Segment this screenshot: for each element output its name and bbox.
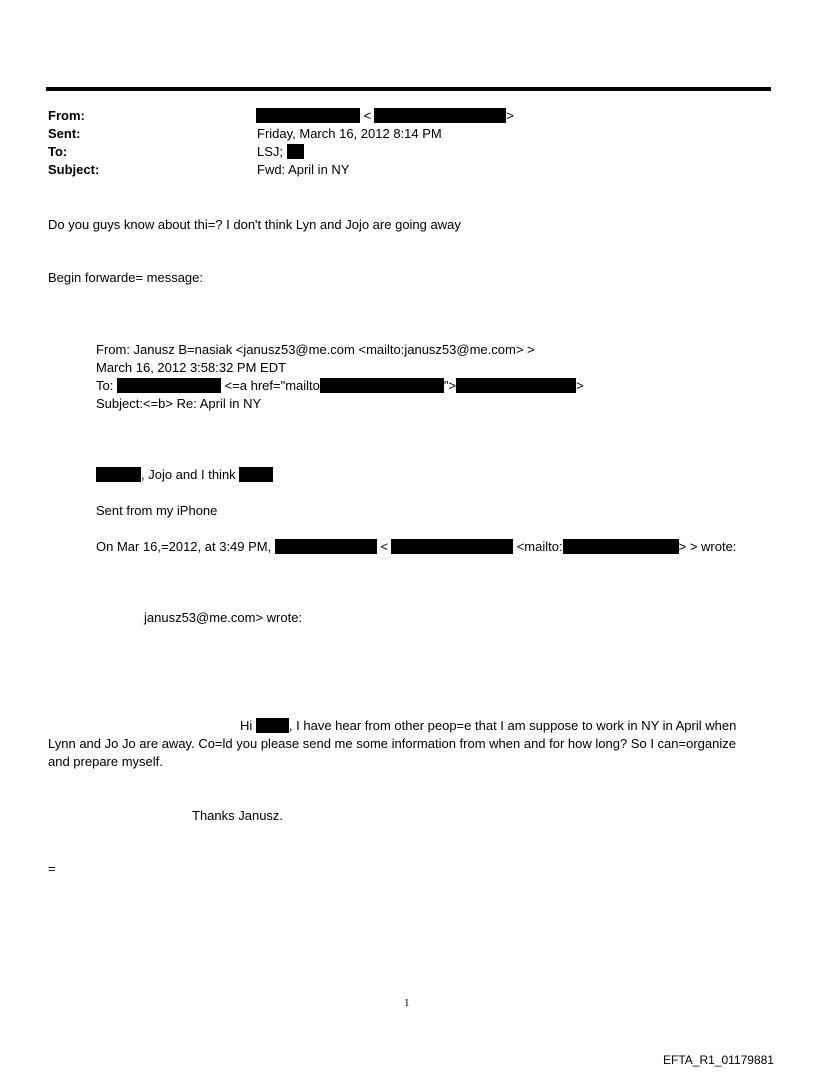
subject-label: Subject:	[48, 162, 100, 177]
sent-label: Sent:	[48, 126, 81, 141]
trailing-equals: =	[48, 861, 56, 876]
redaction	[275, 539, 377, 554]
sent-from-iphone: Sent from my iPhone	[96, 503, 218, 518]
redaction	[320, 378, 444, 393]
redaction	[456, 378, 576, 393]
from-label: From:	[48, 108, 85, 123]
reply-line: , Jojo and I think	[96, 466, 273, 484]
thanks-line: Thanks Janusz.	[192, 808, 284, 823]
redaction	[117, 378, 221, 393]
header-rule	[46, 87, 771, 91]
on-date-line: On Mar 16,=2012, at 3:49 PM, < <mailto: > > wrote:	[96, 539, 737, 554]
redaction	[239, 467, 273, 482]
redaction	[256, 108, 360, 123]
page-number: 1	[404, 997, 410, 1009]
sent-value: Friday, March 16, 2012 8:14 PM	[257, 126, 442, 141]
fwd-to: To: <=a href="mailto "> >	[96, 378, 584, 393]
fwd-from: From: Janusz B=nasiak <janusz53@me.com <mailto:janusz53@me.com> >	[96, 342, 535, 357]
redaction	[287, 144, 304, 159]
to-value: LSJ;	[257, 143, 304, 161]
to-label: To:	[48, 144, 68, 159]
redaction	[391, 539, 513, 554]
redaction	[374, 108, 506, 123]
redaction	[256, 718, 289, 733]
message-body: Lynn and Jo Jo are away. Co=ld you please send me some information from when and for how long? So I can=organize and prepare myself.	[48, 736, 736, 769]
janusz-wrote: janusz53@me.com> wrote:	[144, 610, 303, 625]
from-value: < >	[256, 107, 514, 125]
fwd-date: March 16, 2012 3:58:32 PM EDT	[96, 360, 287, 375]
begin-forwarded: Begin forwarde= message:	[48, 270, 204, 285]
intro-line: Do you guys know about thi=? I don't think Lyn and Jojo are going away	[48, 217, 461, 232]
redaction	[563, 539, 679, 554]
message-first-line: Hi , I have hear from other peop=e that I am suppose to work in NY in April when	[240, 718, 737, 733]
subject-value: Fwd: April in NY	[257, 162, 350, 177]
redaction	[96, 467, 141, 482]
fwd-subject: Subject:<=b> Re: April in NY	[96, 396, 262, 411]
document-id: EFTA_R1_01179881	[663, 1053, 774, 1067]
